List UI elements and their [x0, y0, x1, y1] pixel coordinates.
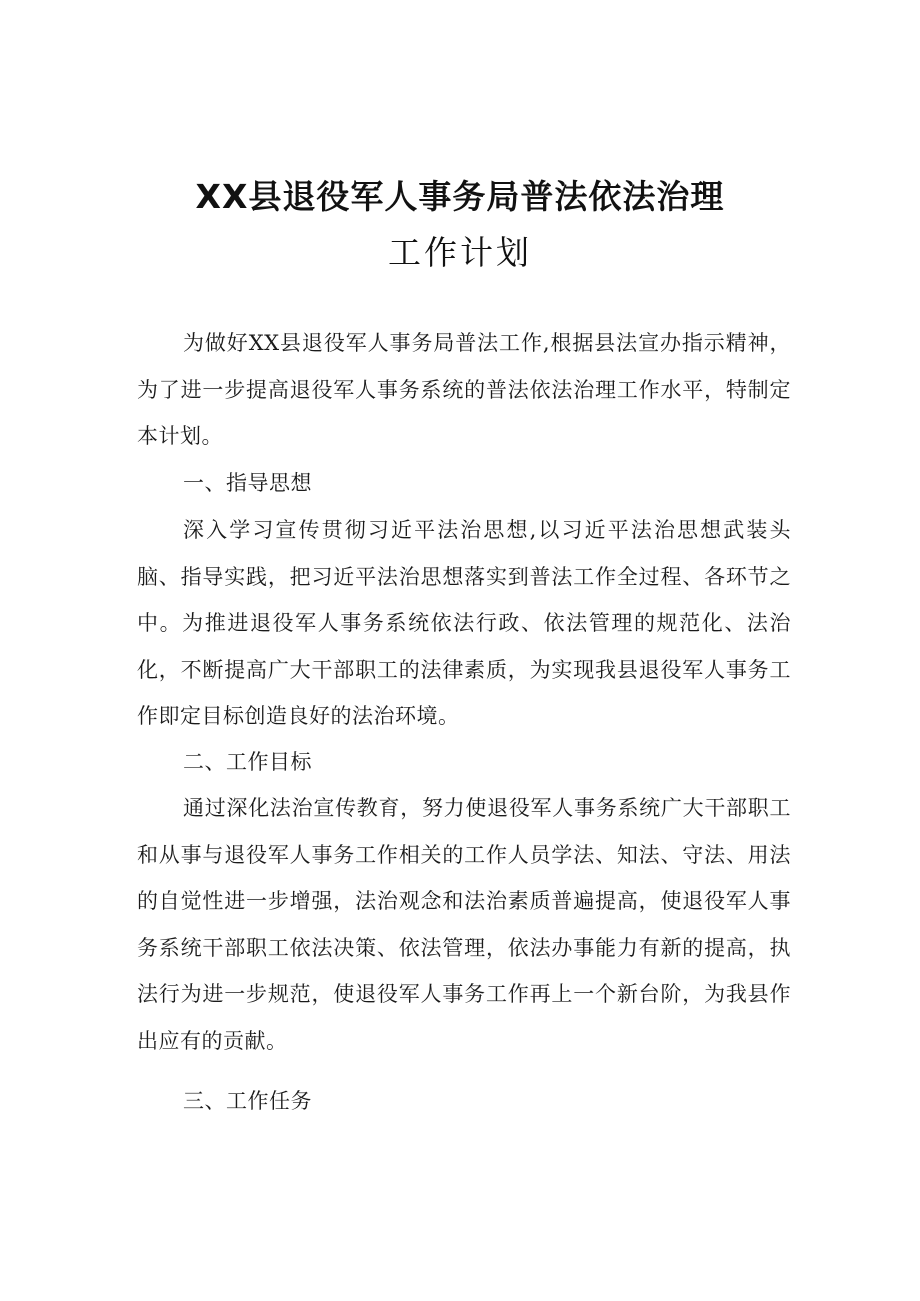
section-heading-work-goals: 二、工作目标 [183, 750, 312, 774]
document-title: XX县退役军人事务局普法依法治理 [195, 177, 725, 216]
document-subtitle: 工作计划 [388, 233, 532, 272]
intro-paragraph: 为做好XX县退役军人事务局普法工作,根据县法宣办指示精神，为了进一步提高退役军人事务系统的普法依法治理工作水平，特制定本计划。 [137, 331, 791, 448]
section-heading-guiding-ideology: 一、指导思想 [183, 471, 312, 495]
section-body-guiding-ideology: 深入学习宣传贯彻习近平法治思想,以习近平法治思想武装头脑、指导实践，把习近平法治思想落实到普法工作全过程、各环节之中。为推进退役军人事务系统依法行政、依法管理的规范化、法治化，不断提高广大干部职工的法律素质，为实现我县退役军人事务工作即定目标创造良好的法治环境。 [137, 518, 791, 728]
section-body-work-goals: 通过深化法治宣传教育，努力使退役军人事务系统广大干部职工和从事与退役军人事务工作相关的工作人员学法、知法、守法、用法的自觉性进一步增强，法治观念和法治素质普遍提高，使退役军人事务系统干部职工依法决策、依法管理，依法办事能力有新的提高，执法行为进一步规范，使退役军人事务工作再上一个新台阶，为我县作出应有的贡献。 [137, 796, 791, 1053]
section-heading-work-tasks: 三、工作任务 [183, 1089, 312, 1113]
